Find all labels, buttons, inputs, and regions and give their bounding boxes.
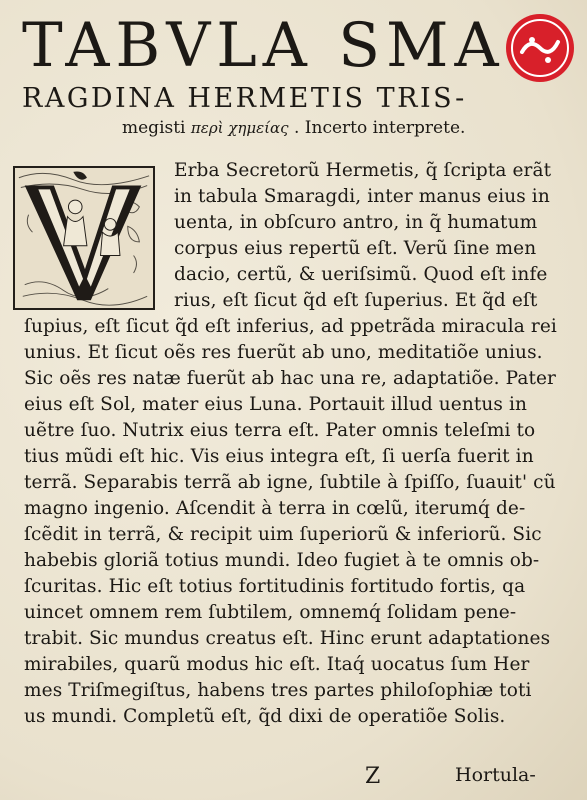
subtitle-greek: περὶ χημείας [190,119,289,137]
text-line: uincet omnem rem ſubtilem, omnemq́ ſolidam pene- [24,602,517,623]
text-line: Erba Secretorũ Hermetis, q̃ ſcripta erãt [174,160,552,181]
subtitle-interpreter: . Incerto interprete. [293,118,466,138]
text-line: mirabiles, quarũ modus hic eſt. Itaq́ uocatus ſum Her [24,654,530,675]
initial-woodcut-image [15,168,153,308]
decorated-initial-icon [13,166,155,310]
text-line: eius eſt Sol, mater eius Luna. Portauit illud uentus in [24,394,528,415]
catchword: Hortula- [455,764,536,786]
text-line: terrã. Separabis terrã ab igne, ſubtile à ſpiſſo, ſuauit' cũ [24,472,556,493]
text-line: mes Triſmegiſtus, habens tres partes philoſophiæ toti [24,680,532,701]
text-line: in tabula Smaragdi, inter manus eius in [174,186,550,207]
signature-mark: Z [365,764,381,789]
text-line: dacio, certũ, & ueriſsimũ. Quod eſt infe [174,264,548,285]
text-line: magno ingenio. Aſcendit à terra in cœlũ, iterumq́ de- [24,498,526,519]
text-line: us mundi. Completũ eſt, q̃d dixi de operatiõe Solis. [24,706,506,727]
page-title: TABVLA SMA [22,10,505,81]
text-line: uenta, in obſcuro antro, in q̃ humatum [174,212,538,233]
text-line: uẽtre ſuo. Nutrix eius terra eſt. Pater omnis teleſmi to [24,420,536,441]
text-line: trabit. Sic mundus creatus eſt. Hinc erunt adaptationes [24,628,551,649]
text-line: rius, eſt ſicut q̃d eſt ſuperius. Et q̃d eſt [174,290,538,311]
text-line: ſcuritas. Hic eſt totius fortitudinis fortitudo fortis, qa [24,576,526,597]
text-line: ſupius, eſt ſicut q̃d eſt inferius, ad ppetrãda miracula rei [24,316,557,337]
text-line: corpus eius repertũ eſt. Verũ ſine men [174,238,537,259]
text-line: tius mũdi eſt hic. Vis eius integra eſt, ſi uerſa fuerit in [24,446,534,467]
text-line: habebis gloriã totius mundi. Ideo fugiet à te omnis ob- [24,550,540,571]
watermark-logo-icon [504,12,576,84]
title-subtitle [122,118,465,138]
text-line: ſcẽdit in terrã, & recipit uim ſuperiorũ & inferiorũ. Sic [24,524,542,545]
text-line: Sic oẽs res natæ fuerũt ab hac una re, adaptatiõe. Pater [24,368,557,389]
text-line: unius. Et ſicut oẽs res fuerũt ab uno, meditatiõe unius. [24,342,543,363]
title-continuation: RAGDINA HERMETIS TRIS- [22,83,467,114]
subtitle-word: megisti [122,118,186,138]
